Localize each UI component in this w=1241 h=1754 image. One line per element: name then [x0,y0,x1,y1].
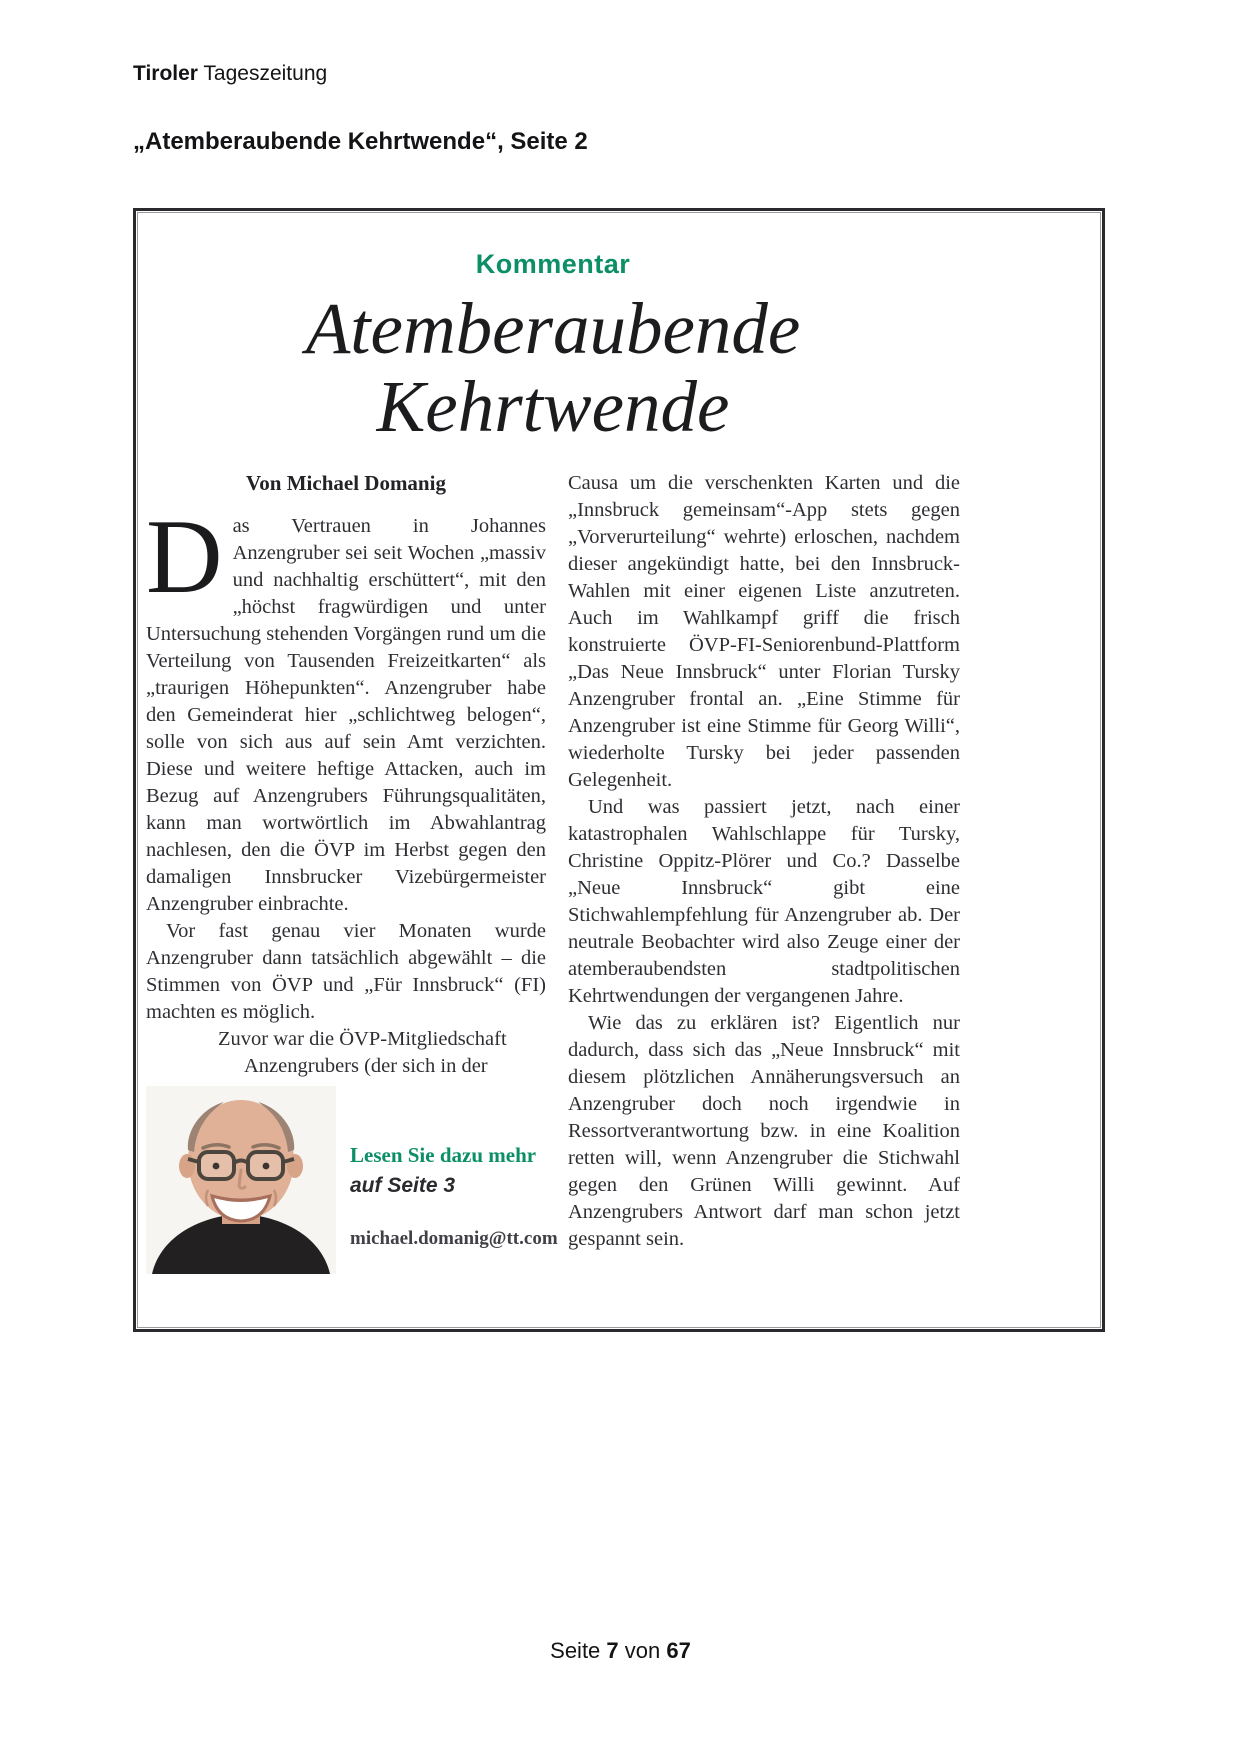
paragraph: Vor fast genau vier Monaten wurde Anzengruber dann tatsächlich abgewählt – die Stimmen von ÖVP und „Für Innsbruck“ (FI) machten es möglich. [146,920,546,1024]
article-clipping-frame [133,208,1105,1332]
footer-prefix: Seite [550,1638,607,1663]
read-more-label: Lesen Sie dazu mehr [350,1143,537,1168]
article-kicker: Kommentar [475,249,631,279]
article-title-line2: Kehrtwende [376,366,730,448]
article-columns [146,470,960,1274]
article-column-right [568,470,960,1274]
document-headline: „Atemberaubende Kehrtwende“, Seite 2 [133,128,588,155]
article-title [146,290,960,446]
paragraph-wrap-line: Anzengrubers (der sich in der [244,1055,488,1078]
article-byline: Von Michael Domanig [246,471,446,496]
footer-current-page: 7 [606,1638,619,1663]
paragraph-wrap-line: Zuvor war die ÖVP-Mitgliedschaft [218,1028,507,1051]
brand-bold: Tiroler [133,62,198,85]
page-number-footer [0,1638,1241,1664]
footer-total-pages: 67 [666,1638,691,1663]
paragraph: Und was passiert jetzt, nach einer katastrophalen Wahlschlappe für Tursky, Christine Oppitz-Plörer und Co.? Dasselbe „Neue Innsbruck“ gibt eine Stichwahlempfehlung für Anzengruber ab. Der neutrale Beobachter wird also Zeuge einer der atemberaubendsten stadtpolitischen Kehrtwendungen der vergangenen Jahre. [568,796,960,1008]
paragraph: Wie das zu erklären ist? Eigentlich nur dadurch, dass sich das „Neue Innsbruck“ mit diesem plötzlichen Annäherungsversuch an Anzengruber doch noch irgendwie in Ressortverantwortung bzw. in eine Koalition retten will, wenn Anzengruber die Stichwahl gegen den Grünen Willi gewinnt. Auf Anzengrubers Antwort darf man schon jetzt gespannt sein. [568,1012,960,1251]
read-more-page: auf Seite 3 [350,1174,456,1198]
article-column-left [146,470,558,1274]
footer-middle: von [618,1638,667,1663]
author-photo [146,1086,336,1274]
article-clipping-inner [137,212,1101,1328]
author-block [146,1086,558,1274]
drop-cap: D [146,498,223,616]
article-title-line1: Atemberaubende [305,288,801,369]
newspaper-brand [133,62,327,86]
paragraph [146,498,546,918]
author-email: michael.domanig@tt.com [350,1228,558,1250]
paragraph: Causa um die verschenkten Karten und die „Innsbruck gemeinsam“-App stets gegen „Vorverurteilung“ wehrte) erloschen, nachdem dieser angekündigt hatte, bei den Innsbruck-Wahlen mit einer eigenen Liste anzutreten. Auch im Wahlkampf griff die frisch konstruierte ÖVP-FI-Seniorenbund-Plattform „Das Neue Innsbruck“ unter Florian Tursky Anzengruber frontal an. „Eine Stimme für Anzengruber ist eine Stimme für Georg Willi“, wiederholte Tursky bei jeder passenden Gelegenheit. [568,472,960,792]
paragraph-text: as Vertrauen in Johannes Anzengruber sei seit Wochen „massiv und nachhaltig erschüttert“, mit den „höchst fragwürdigen und unter Untersuchung stehenden Vorgängen rund um die Verteilung von Tausenden Freizeitkarten“ als „traurigen Höhepunkten“. Anzengruber habe den Gemeinderat hier „schlichtweg belogen“, solle von sich aus auf sein Amt verzichten. Diese und weitere heftige Attacken, auch im Bezug auf Anzengrubers Führungsqualitäten, kann man wortwörtlich im Abwahlantrag nachlesen, den die ÖVP im Herbst gegen den damaligen Innsbrucker Vizebürgermeister Anzengruber einbrachte. [146,515,546,916]
brand-rest: Tageszeitung [197,62,328,85]
read-more-block [336,1086,562,1274]
